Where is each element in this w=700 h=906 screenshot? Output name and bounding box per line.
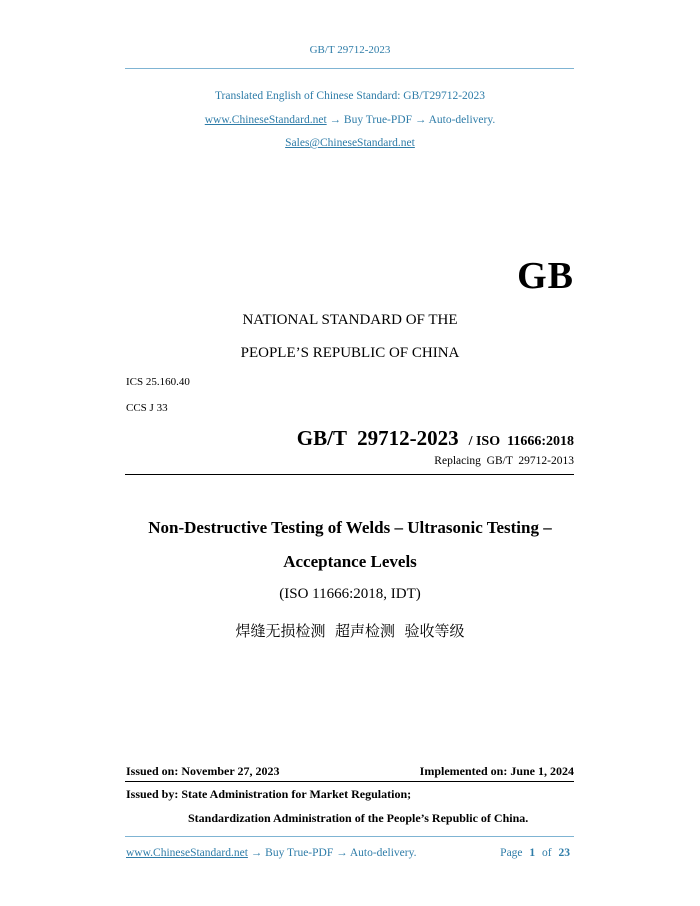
ics-code: ICS 25.160.40 [126, 376, 190, 388]
document-title-line-1: Non-Destructive Testing of Welds – Ultrasonic Testing – [148, 518, 552, 537]
site-link[interactable]: www.ChineseStandard.net [204, 114, 327, 126]
national-standard-line-2: PEOPLE’S REPUBLIC OF CHINA [240, 345, 460, 361]
national-standard-line-1: NATIONAL STANDARD OF THE [242, 312, 458, 328]
header-standard-code: GB/T 29712-2023 [309, 44, 391, 56]
replacing-note: Replacing GB/T 29712-2013 [434, 455, 574, 467]
implemented-on: Implemented on: June 1, 2024 [419, 764, 574, 778]
gb-logo: GB [517, 255, 574, 297]
issued-by: Issued by: State Administration for Market Regulation; [126, 787, 412, 801]
standard-number-row [297, 426, 574, 451]
iso-reference: / ISO 11666:2018 [468, 434, 574, 449]
cover-divider [125, 474, 574, 475]
chinese-title: 焊缝无损检测 超声检测 验收等级 [235, 622, 465, 640]
page-header [0, 44, 700, 56]
document-title-line-2: Acceptance Levels [283, 552, 417, 571]
footer-left [126, 847, 416, 859]
issued-on: Issued on: November 27, 2023 [126, 764, 280, 778]
iso-idt-note: (ISO 11666:2018, IDT) [279, 586, 421, 602]
footer-divider [125, 836, 574, 837]
email-link[interactable]: Sales@ChineseStandard.net [285, 137, 415, 149]
issue-divider [125, 781, 574, 782]
promo-line-1: Translated English of Chinese Standard: GB/T29712-2023 [214, 90, 486, 102]
promo-line-2 [0, 114, 700, 126]
ccs-code: CCS J 33 [126, 402, 168, 414]
page-indicator [500, 847, 570, 859]
of-label: of [542, 847, 552, 859]
promo-line-3 [0, 137, 700, 149]
total-pages: 23 [558, 847, 570, 859]
footer-delivery-text: → Buy True-PDF → Auto-delivery. [250, 847, 417, 859]
delivery-text: → Buy True-PDF → Auto-delivery. [329, 114, 496, 126]
issued-by-second: Standardization Administration of the People’s Republic of China. [188, 811, 529, 825]
header-divider [125, 68, 574, 69]
page-label: Page [500, 847, 523, 859]
page-number: 1 [529, 847, 536, 859]
footer-site-link[interactable]: www.ChineseStandard.net [126, 847, 248, 859]
standard-number: GB/T 29712-2023 [296, 426, 459, 450]
